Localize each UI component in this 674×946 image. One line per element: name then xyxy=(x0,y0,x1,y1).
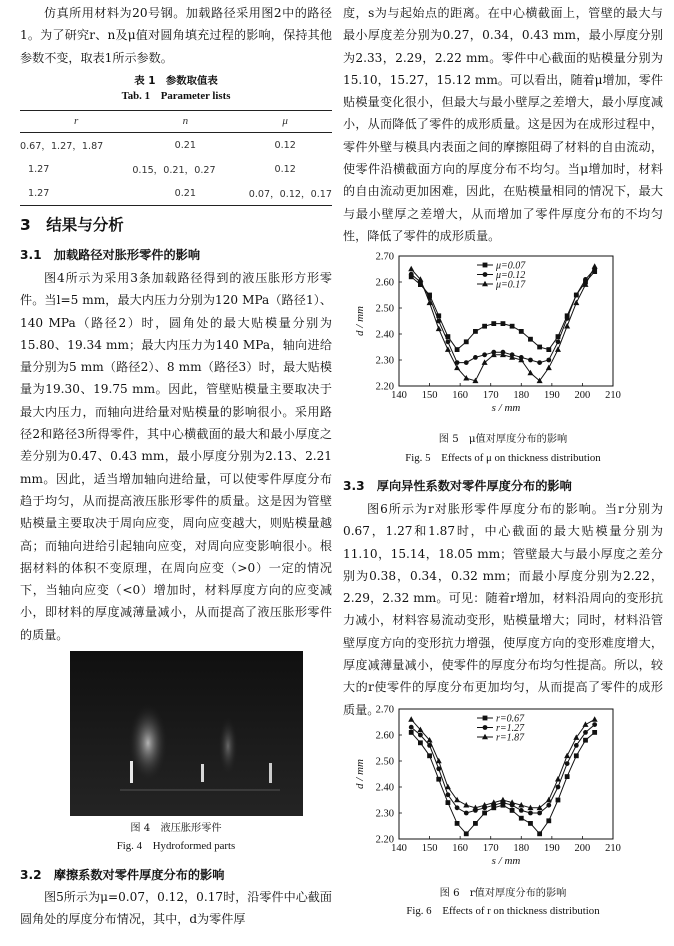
legend-label: μ=0.12 xyxy=(496,270,526,281)
data-point xyxy=(574,753,579,758)
x-tick-label: 160 xyxy=(452,843,469,854)
data-point xyxy=(592,730,597,735)
data-point xyxy=(565,316,570,321)
data-point xyxy=(555,776,561,782)
y-tick-label: 2.70 xyxy=(375,704,394,716)
data-point xyxy=(555,346,561,352)
section-heading-3-1: 3.1 加载路径对胀形零件的影响 xyxy=(20,248,201,262)
table-header-row xyxy=(20,111,332,133)
table-row xyxy=(20,181,332,206)
table-cell: 0.15，0.21，0.27 xyxy=(132,165,216,176)
table-cell: 1.27 xyxy=(28,163,50,175)
data-point xyxy=(510,808,515,813)
section-3-1-paragraph: 图4所示为采用3条加载路径得到的液压胀形方形零件。当l=5 mm，最大内压力分别为120 MPa（路径1）、140 MPa（路径2）时，圆角处的最大贴模量分别为15.80、19.34 mm；最大内压力为140 MPa，轴向进给量分别为5 mm（路径2）、8 mm（路径3）时，最大贴模量为19.30、19.75 mm。因此，管壁贴模量主要取决于最大内压力，而轴向进给量对贴模量的影响很小。采用路径2和路径3所得零件，其中心横截面的最大和最小厚度之差分别为0.47、0.43 mm，最小厚度分别为2.13、2.21 mm。因此，适当增加轴向进给量，可以使零件厚度分布趋于均匀，从而提高液压胀形零件的质量。这是因为管壁贴模量主要取决于周向应变，周向应变越大，则贴模量越高；而轴向进给引起轴向应变，对周向应变影响很小。根据材料的体积不变原理，在周向应变（>0）一定的情况下，当轴向应变（<0）增加时，材料厚度方向的应变减小，即材料的厚度减薄量减小，从而提高了液压胀形零件的质量。 xyxy=(20,271,332,642)
section-heading-3-3: 3.3 厚向异性系数对零件厚度分布的影响 xyxy=(343,479,572,493)
fig5-caption-cn: 图 5 μ值对厚度分布的影响 xyxy=(438,434,568,445)
section-heading-3-2: 3.2 摩擦系数对零件厚度分布的影响 xyxy=(20,868,225,882)
x-tick-label: 150 xyxy=(421,843,438,854)
data-point xyxy=(546,365,552,371)
data-point xyxy=(409,725,414,730)
data-point xyxy=(482,352,487,357)
data-point xyxy=(546,818,551,823)
table-header-mu: μ xyxy=(282,115,288,127)
data-point xyxy=(446,792,451,797)
data-point xyxy=(574,293,579,298)
data-point xyxy=(574,743,579,748)
data-point xyxy=(565,774,570,779)
y-tick-label: 2.40 xyxy=(375,329,394,341)
fig5-caption-en: Fig. 5 Effects of μ on thickness distribution xyxy=(405,452,601,464)
data-point xyxy=(556,785,561,790)
data-point xyxy=(473,355,478,360)
data-point xyxy=(464,811,469,816)
data-point xyxy=(592,263,598,269)
section-3-2-paragraph: 图5所示为μ=0.07，0.12，0.17时，沿零件中心截面圆角处的厚度分布情况，其中，d为零件厚 xyxy=(20,890,332,927)
data-point xyxy=(418,733,423,738)
table-title-cn: 表 1 参数取值表 xyxy=(134,75,218,87)
data-point xyxy=(464,339,469,344)
x-tick-label: 140 xyxy=(391,843,407,854)
data-point xyxy=(583,738,588,743)
fig4-caption-en: Fig. 4 Hydroformed parts xyxy=(116,840,236,852)
data-point xyxy=(500,797,506,803)
data-point xyxy=(473,821,478,826)
data-point xyxy=(528,337,533,342)
x-tick-label: 190 xyxy=(543,843,560,854)
data-point xyxy=(409,272,414,277)
intro-paragraph: 仿真所用材料为20号钢。加载路径采用图2中的路径1。为了研究r、n及μ值对圆角填充过程的影响，保持其他参数不变，取表1所示参数。 xyxy=(20,6,332,65)
y-tick-label: 2.50 xyxy=(375,303,394,315)
table-cell: 0.21 xyxy=(174,187,197,199)
data-point xyxy=(519,808,524,813)
y-tick-label: 2.50 xyxy=(375,756,394,768)
series-line xyxy=(411,732,595,833)
x-tick-label: 170 xyxy=(482,390,499,401)
data-point xyxy=(528,811,533,816)
y-tick-label: 2.70 xyxy=(375,251,394,263)
data-point xyxy=(464,831,469,836)
data-point xyxy=(582,721,588,727)
data-point xyxy=(446,339,451,344)
data-point xyxy=(408,716,414,722)
data-point xyxy=(464,360,469,365)
table-row xyxy=(20,133,332,158)
data-point xyxy=(537,345,542,350)
legend-marker xyxy=(483,725,488,730)
x-tick-label: 210 xyxy=(605,843,621,854)
data-point xyxy=(583,730,588,735)
data-point xyxy=(482,811,487,816)
data-point xyxy=(564,753,570,759)
legend-label: r=1.87 xyxy=(496,732,525,744)
data-point xyxy=(510,324,515,329)
x-tick-label: 210 xyxy=(605,390,621,401)
x-tick-label: 150 xyxy=(421,390,438,401)
hydroformed-parts-photo xyxy=(70,651,303,816)
y-axis-label: d / mm xyxy=(354,759,366,789)
y-axis-label: d / mm xyxy=(354,306,366,336)
data-point xyxy=(565,761,570,766)
data-point xyxy=(455,805,460,810)
legend-label: μ=0.07 xyxy=(496,260,526,272)
data-point xyxy=(537,811,542,816)
fig4-caption-cn: 图 4 液压胀形零件 xyxy=(130,823,222,834)
data-point xyxy=(556,798,561,803)
data-point xyxy=(409,730,414,735)
data-point xyxy=(546,797,552,803)
fig5-chart xyxy=(343,250,663,415)
y-tick-label: 2.60 xyxy=(375,277,394,289)
data-point xyxy=(482,324,487,329)
data-point xyxy=(427,753,432,758)
x-tick-label: 200 xyxy=(574,390,591,401)
table-cell: 0.12 xyxy=(274,139,296,151)
y-tick-label: 2.20 xyxy=(375,381,394,393)
legend-marker xyxy=(483,716,488,721)
table-row xyxy=(20,157,332,181)
table-cell: 0.67，1.27，1.87 xyxy=(20,141,104,152)
data-point xyxy=(455,347,460,352)
data-point xyxy=(592,716,598,722)
data-point xyxy=(546,358,551,363)
fig6-caption-en: Fig. 6 Effects of r on thickness distribution xyxy=(406,905,600,917)
data-point xyxy=(491,321,496,326)
data-point xyxy=(418,740,423,745)
fig6-chart xyxy=(343,703,663,868)
data-point xyxy=(501,321,506,326)
parameter-table xyxy=(20,110,332,206)
legend-label: r=0.67 xyxy=(496,713,525,725)
right-top-paragraph: 度，s为与起始点的距离。在中心横截面上，管壁的最大与最小厚度差分别为0.27，0.34，0.43 mm，最小厚度分别为2.33，2.29，2.22 mm。零件中心截面的贴模量分别为15.10，15.27，15.12 mm。可以看出，随着μ增加，零件贴模量变化很小，但最大与最小壁厚之差增大，最小厚度减小，从而降低了零件的成形质量。这是因为在成形过程中，零件外壁与模具内表面之间的摩擦阻碍了材料的自由流动，使零件沿横截面方向的厚度分布不均匀。当μ增加时，材料的自由流动更加困难，因此，在贴模量相同的情况下，最大与最小壁厚之差增大，从而增加了零件厚度分布的不均匀性，降低了零件的成形质量。 xyxy=(343,6,663,243)
data-point xyxy=(455,821,460,826)
x-tick-label: 140 xyxy=(391,390,407,401)
data-point xyxy=(445,784,451,790)
y-tick-label: 2.60 xyxy=(375,730,394,742)
data-point xyxy=(519,816,524,821)
data-point xyxy=(528,821,533,826)
x-tick-label: 190 xyxy=(543,390,560,401)
hydroformed-parts-image xyxy=(70,651,303,816)
legend-label: r=1.27 xyxy=(496,723,525,734)
data-point xyxy=(408,266,414,272)
table-title-en: Tab. 1 Parameter lists xyxy=(121,90,231,102)
data-point xyxy=(546,803,551,808)
legend-label: μ=0.17 xyxy=(496,279,526,291)
data-point xyxy=(537,360,542,365)
data-point xyxy=(556,339,561,344)
data-point xyxy=(592,722,597,727)
table-header-r: r xyxy=(74,115,79,127)
table-cell: 0.21 xyxy=(174,139,197,151)
data-point xyxy=(528,358,533,363)
data-point xyxy=(446,800,451,805)
parameter-table-block xyxy=(20,74,332,206)
data-point xyxy=(537,831,542,836)
x-axis-label: s / mm xyxy=(491,402,521,414)
table-cell: 0.12 xyxy=(274,163,296,175)
x-axis-label: s / mm xyxy=(491,855,521,867)
data-point xyxy=(519,329,524,334)
x-tick-label: 170 xyxy=(482,843,499,854)
data-point xyxy=(463,802,469,808)
section-heading-3: 3 结果与分析 xyxy=(20,216,124,234)
data-point xyxy=(436,758,442,764)
legend-marker xyxy=(483,263,488,268)
fig6-caption-cn: 图 6 r值对厚度分布的影响 xyxy=(439,888,567,899)
x-tick-label: 200 xyxy=(574,843,591,854)
section-3-3-paragraph: 图6所示为r对胀形零件厚度分布的影响。当r分别为0.67，1.27和1.87时，中心截面的最大贴模量分别为11.10，15.14，18.05 mm；管壁最大与最小厚度之差分别为0.38，0.34，0.32 mm；而最小厚度分别为2.22，2.29，2.32 mm。可见：随着r增加，材料沿周向的变形抗力减小，材料容易流动变形，贴模量增大；同时，材料沿管壁厚度方向的变形抗力增强，使厚度方向的变形难度增大，厚度减薄量减小，使零件的厚度分布均匀性提高。所以，较大的r使零件的厚度分布更加均匀，从而提高了零件的成形质量。 xyxy=(343,502,663,717)
data-point xyxy=(436,777,441,782)
data-point xyxy=(546,347,551,352)
x-tick-label: 180 xyxy=(513,390,530,401)
table-cell: 1.27 xyxy=(28,187,50,199)
legend-marker xyxy=(483,272,488,277)
data-point xyxy=(473,329,478,334)
x-tick-label: 180 xyxy=(513,843,530,854)
table-header-n: n xyxy=(182,115,189,127)
y-tick-label: 2.30 xyxy=(375,808,394,820)
x-tick-label: 160 xyxy=(452,390,469,401)
y-tick-label: 2.30 xyxy=(375,355,394,367)
y-tick-label: 2.40 xyxy=(375,782,394,794)
y-tick-label: 2.20 xyxy=(375,834,394,846)
data-point xyxy=(454,365,460,371)
table-cell: 0.07，0.12，0.17 xyxy=(248,189,332,200)
